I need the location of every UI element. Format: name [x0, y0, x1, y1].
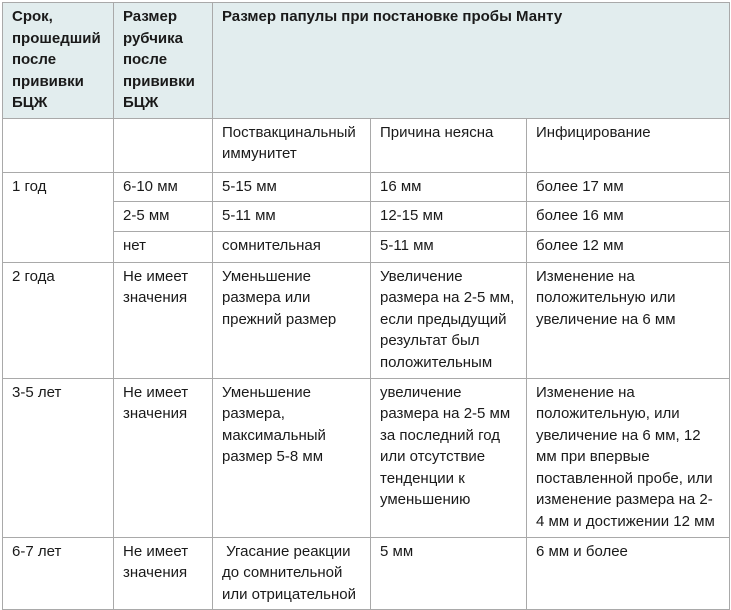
header-papule-group: Размер папулы при постановке пробы Манту — [213, 3, 730, 119]
cell-postvaccinal: Уменьшение размера, максимальный размер 5-8 мм — [213, 378, 371, 537]
cell-infection: 6 мм и более — [527, 537, 730, 610]
cell-scar: Не имеет значения — [114, 537, 213, 610]
subheader-postvaccinal: Поствакцинальный иммунитет — [213, 118, 371, 172]
cell-infection: Изменение на положительную, или увеличение на 6 мм, 12 мм при впервые поставленной пробе, или изменение размера на 2-4 мм и достижении 12 мм — [527, 378, 730, 537]
cell-scar: 2-5 мм — [114, 202, 213, 232]
table-row — [3, 172, 730, 202]
table-row — [3, 537, 730, 610]
cell-unclear: 5-11 мм — [371, 231, 527, 262]
header-row-main — [3, 3, 730, 119]
cell-postvaccinal: сомнительная — [213, 231, 371, 262]
header-empty-cell — [3, 118, 114, 172]
header-empty-cell — [114, 118, 213, 172]
cell-scar: нет — [114, 231, 213, 262]
table-row — [3, 378, 730, 537]
subheader-unclear: Причина неясна — [371, 118, 527, 172]
cell-period: 6-7 лет — [3, 537, 114, 610]
cell-postvaccinal: 5-15 мм — [213, 172, 371, 202]
cell-period: 2 года — [3, 262, 114, 378]
cell-infection: более 12 мм — [527, 231, 730, 262]
cell-unclear: 12-15 мм — [371, 202, 527, 232]
header-period: Срок, прошедший после прививки БЦЖ — [3, 3, 114, 119]
cell-unclear: увеличение размера на 2-5 мм за последний год или отсутствие тенденции к уменьшению — [371, 378, 527, 537]
header-row-sub — [3, 118, 730, 172]
header-scar-size: Размер рубчика после прививки БЦЖ — [114, 3, 213, 119]
cell-scar: Не имеет значения — [114, 378, 213, 537]
cell-infection: Изменение на положительную или увеличение на 6 мм — [527, 262, 730, 378]
cell-unclear: Увеличение размера на 2-5 мм, если предыдущий результат был положительным — [371, 262, 527, 378]
cell-infection: более 16 мм — [527, 202, 730, 232]
cell-postvaccinal: 5-11 мм — [213, 202, 371, 232]
cell-period: 3-5 лет — [3, 378, 114, 537]
cell-scar: Не имеет значения — [114, 262, 213, 378]
cell-period: 1 год — [3, 172, 114, 262]
cell-unclear: 5 мм — [371, 537, 527, 610]
cell-postvaccinal: Уменьшение размера или прежний размер — [213, 262, 371, 378]
subheader-infection: Инфицирование — [527, 118, 730, 172]
cell-scar: 6-10 мм — [114, 172, 213, 202]
cell-infection: более 17 мм — [527, 172, 730, 202]
table-row — [3, 262, 730, 378]
mantu-test-table — [2, 2, 730, 610]
cell-unclear: 16 мм — [371, 172, 527, 202]
cell-postvaccinal: Угасание реакции до сомнительной или отрицательной — [213, 537, 371, 610]
